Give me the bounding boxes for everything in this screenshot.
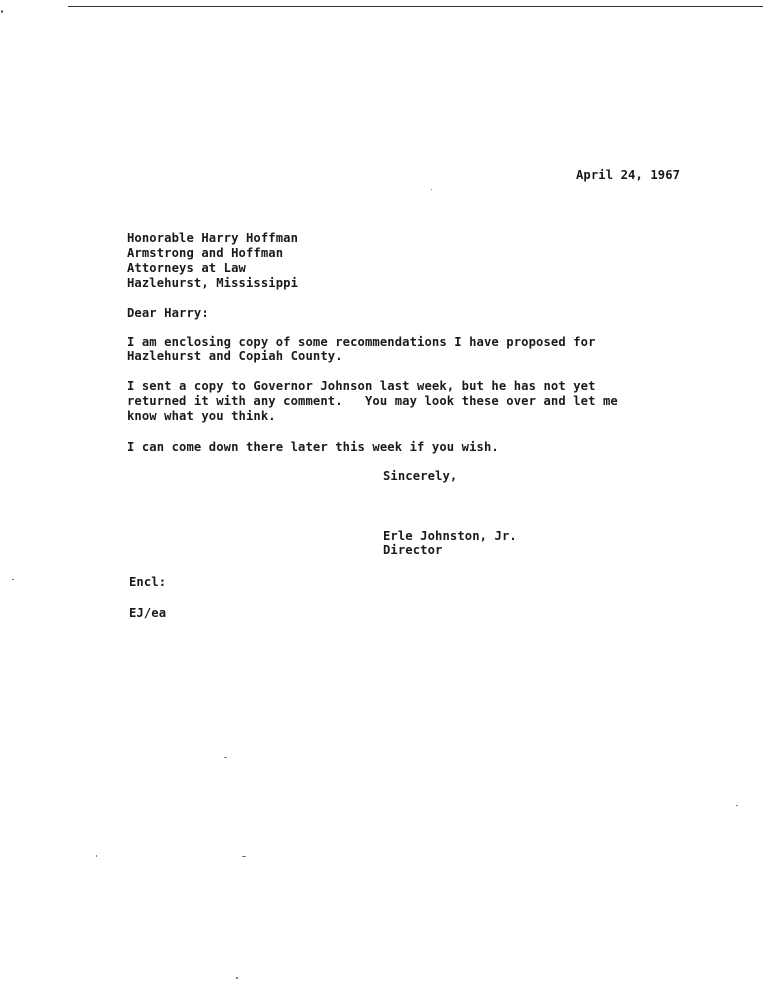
scan-speck (236, 977, 238, 979)
paragraph-2-line-3: know what you think. (127, 409, 276, 423)
scan-speck (96, 855, 97, 857)
scan-speck (224, 757, 227, 758)
scan-speck (242, 856, 246, 857)
recipient-line-2: Armstrong and Hoffman (127, 246, 284, 260)
recipient-line-1: Honorable Harry Hoffman (127, 231, 299, 245)
signer-name: Erle Johnston, Jr. (383, 529, 517, 543)
scan-speck (431, 189, 432, 190)
scan-speck (12, 579, 14, 580)
signer-title: Director (383, 543, 443, 557)
recipient-line-4: Hazlehurst, Mississippi (127, 276, 299, 290)
paragraph-2-line-2: returned it with any comment. You may look these over and let me (127, 394, 618, 408)
recipient-line-3: Attorneys at Law (127, 261, 246, 275)
scan-speck (736, 805, 738, 806)
enclosure-notation: Encl: (129, 575, 167, 589)
scan-speck (1, 10, 3, 13)
paragraph-1-line-1: I am enclosing copy of some recommendations I have proposed for (127, 335, 596, 349)
salutation: Dear Harry: (127, 306, 209, 320)
letter-date: April 24, 1967 (576, 168, 681, 182)
closing: Sincerely, (383, 469, 458, 483)
reference-initials: EJ/ea (129, 606, 167, 620)
paragraph-1-line-2: Hazlehurst and Copiah County. (127, 349, 343, 363)
paragraph-2-line-1: I sent a copy to Governor Johnson last week, but he has not yet (127, 379, 596, 393)
paragraph-3: I can come down there later this week if you wish. (127, 440, 499, 454)
top-scan-rule (68, 6, 763, 7)
